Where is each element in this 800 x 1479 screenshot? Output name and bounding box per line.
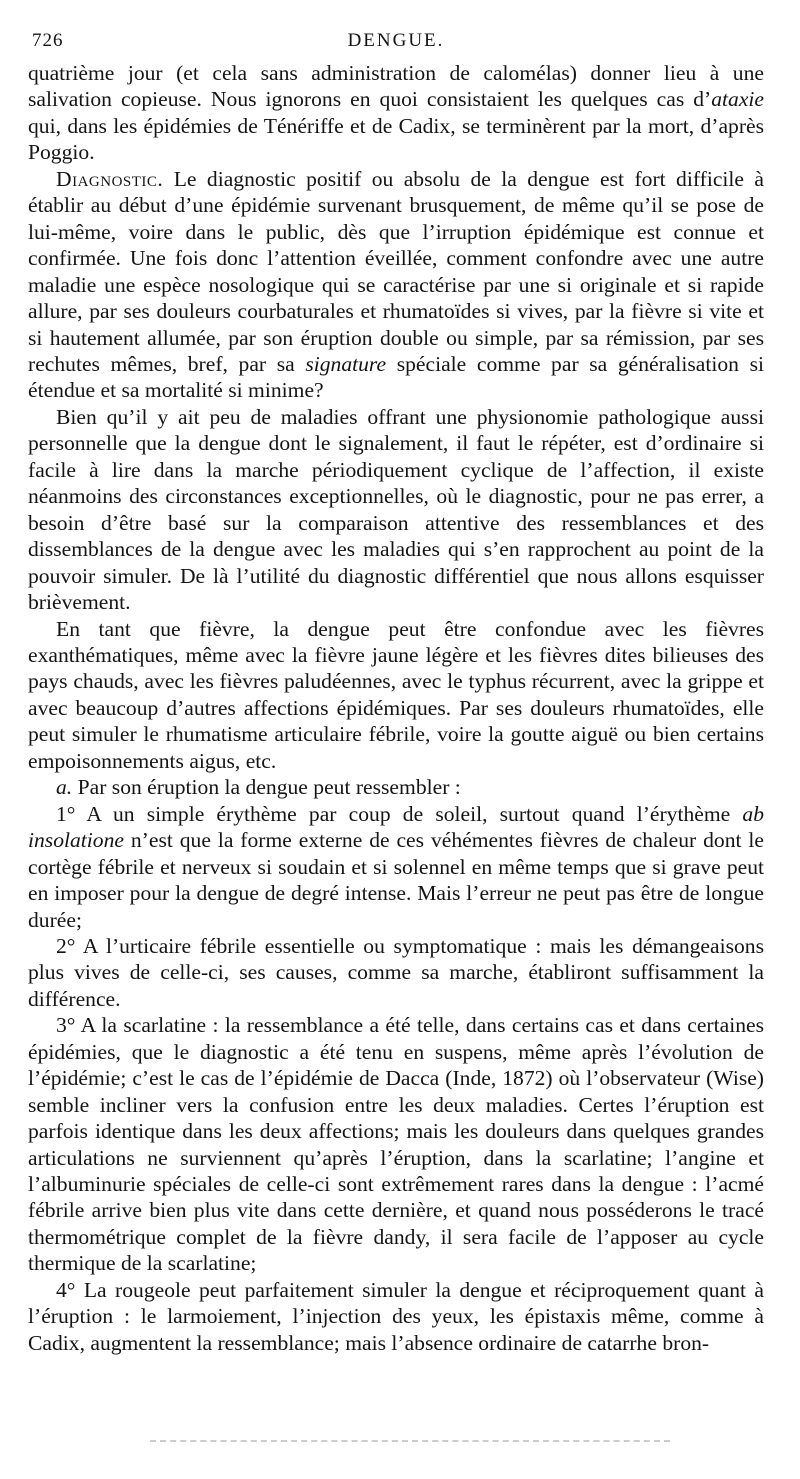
running-title: DENGUE. bbox=[347, 30, 445, 51]
list-label: a. bbox=[56, 775, 73, 800]
book-page bbox=[28, 26, 764, 1356]
paragraph-text: 1° A un simple érythème par coup de soleil, surtout quand l’érythème bbox=[56, 801, 743, 826]
italic-term: ataxie bbox=[711, 87, 764, 112]
paragraph-item-2: 2° A l’urticaire fébrile essentielle ou symptomatique : mais les démangeaisons plus vives de celle-ci, ses causes, comme sa marche, établiront suffisamment la différence. bbox=[28, 933, 764, 1011]
paragraph-text: Le diagnostic positif ou absolu de la dengue est fort difficile à établir au début d’une épidémie survenant brusquement, de même qu’il se pose de lui-même, voire dans le public, dès que l’irruption épidémique est connue et confirmée. Une fois donc l’attention éveillée, comment confondre avec une autre maladie une espèce nosologique qui se caractérise par une si originale et si rapide allure, par ses douleurs courbaturales et rhumatoïdes si vives, par la fièvre si vite et si hautement allumée, par son éruption double ou simple, par sa rémission, par ses rechutes mêmes, bref, par sa bbox=[28, 166, 764, 376]
italic-term: signature bbox=[305, 351, 387, 376]
paragraph-diagnostic bbox=[28, 166, 764, 404]
running-head bbox=[28, 26, 764, 60]
paragraph-text: n’est que la forme externe de ces véhémentes fièvres de chaleur dont le cortège fébrile et nerveux si soudain et si solennel en même temps que si grave peut en imposer pour la dengue de degré intense. Mais l’erreur ne peut pas être de longue durée; bbox=[28, 828, 764, 932]
paragraph-text: qui, dans les épidémies de Ténériffe et de Cadix, se terminèrent par la mort, d’après Poggio. bbox=[28, 113, 764, 165]
paragraph-item-4: 4° La rougeole peut parfaitement simuler la dengue et réciproquement quant à l’éruption : le larmoiement, l’injection des yeux, les épistaxis même, comme à Cadix, augmentent la ressemblance; mais l’absence ordinaire de catarrhe bron- bbox=[28, 1277, 764, 1355]
paragraph-text: spéciale comme par sa généralisation si étendue et sa mortalité si minime? bbox=[28, 351, 764, 403]
paragraph-text: Par son éruption la dengue peut ressembler : bbox=[72, 775, 461, 800]
paragraph-text: quatrième jour (et cela sans administration de calomélas) donner lieu à une salivation copieuse. Nous ignorons en quoi consistaient les quelques cas d’ bbox=[28, 61, 764, 112]
paragraph-eruption-intro bbox=[28, 774, 764, 800]
page-number: 726 bbox=[32, 30, 64, 51]
paragraph-differential: Bien qu’il y ait peu de maladies offrant une physionomie pathologique aussi personnelle que la dengue dont le signalement, il faut le répéter, est d’ordinaire si facile à lire dans la marche périodiquement cyclique de l’affection, il existe néanmoins des circonstances exceptionnelles, où le diagnostic, pour ne pas errer, a besoin d’être basé sur la comparaison attentive des ressemblances et des dissemblances de la dengue avec les maladies qui s’en rapprochent au point de la pouvoir simuler. De là l’utilité du diagnostic différentiel que nous allons esquisser brièvement. bbox=[28, 404, 764, 615]
italic-term: ab insolatione bbox=[28, 801, 764, 853]
body-text bbox=[28, 60, 764, 1356]
section-label: Diagnostic. bbox=[56, 166, 164, 191]
paragraph-continuation bbox=[28, 60, 764, 166]
paragraph-item-1 bbox=[28, 801, 764, 933]
paragraph-item-3: 3° A la scarlatine : la ressemblance a été telle, dans certains cas et dans certaines épidémies, que le diagnostic a été tenu en suspens, même après l’évolution de l’épidémie; c’est le cas de l’épidémie de Dacca (Inde, 1872) où l’observateur (Wise) semble incliner vers la confusion entre les deux maladies. Certes l’éruption est parfois identique dans les deux affections; mais les douleurs dans quelques grandes articulations ne surviennent qu’après l’éruption, dans la scarlatine; l’angine et l’albuminurie spéciales de celle-ci sont extrêmement rares dans la dengue : l’acmé fébrile arrive bien plus vite dans cette dernière, et quand nous posséderons le tracé thermométrique complet de la fièvre dandy, il sera facile de l’apposer au cycle thermique de la scarlatine; bbox=[28, 1013, 764, 1276]
scan-artifact-dashes bbox=[150, 1440, 670, 1444]
paragraph-fever: En tant que fièvre, la dengue peut être confondue avec les fièvres exanthématiques, même avec la fièvre jaune légère et les fièvres dites bilieuses des pays chauds, avec les fièvres paludéennes, avec le typhus récurrent, avec la grippe et avec beaucoup d’autres affections épidémiques. Par ses douleurs rhumatoïdes, elle peut simuler le rhumatisme articulaire fébrile, voire la goutte aiguë ou bien certains empoisonnements aigus, etc. bbox=[28, 616, 764, 773]
